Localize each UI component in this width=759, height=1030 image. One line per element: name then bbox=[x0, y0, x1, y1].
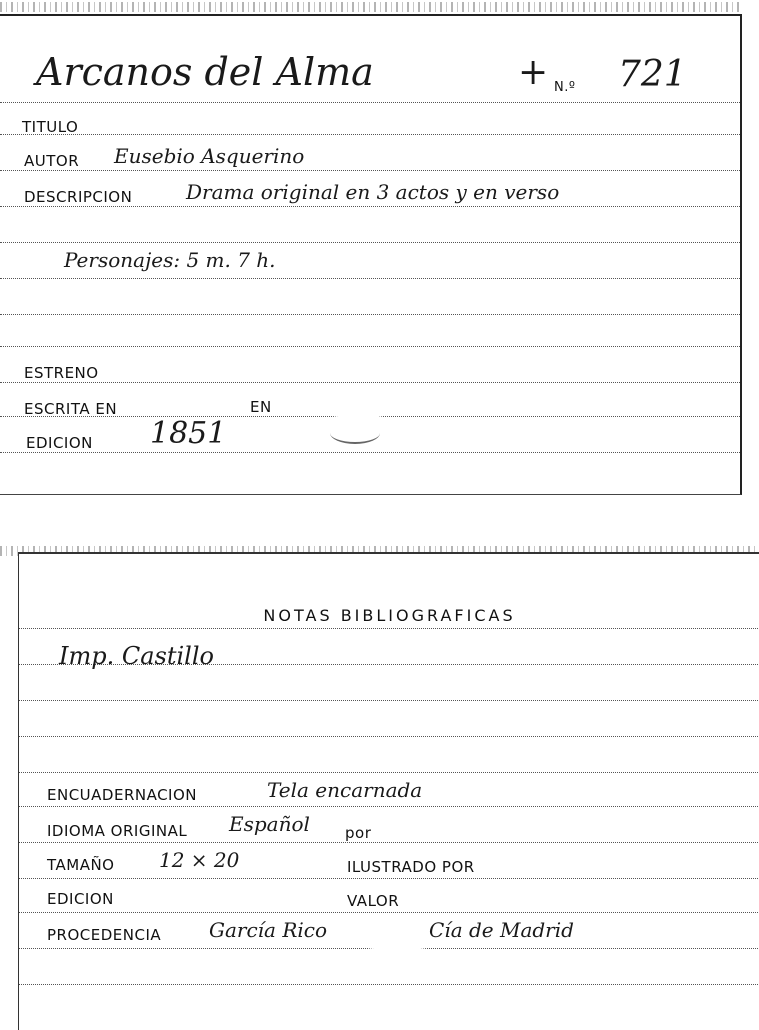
rule-line bbox=[0, 278, 740, 279]
rule-line bbox=[19, 984, 759, 985]
cross-mark: + bbox=[518, 52, 549, 93]
ilustrado-label: ILUSTRADO POR bbox=[347, 858, 475, 876]
rule-line bbox=[19, 736, 759, 737]
rule-line bbox=[0, 242, 740, 243]
autor-label: AUTOR bbox=[24, 152, 80, 170]
tamano-label: TAMAÑO bbox=[47, 856, 115, 874]
idioma-value: Español bbox=[229, 812, 310, 836]
paper-stain bbox=[365, 916, 429, 972]
rule-line bbox=[0, 314, 740, 315]
rule-line bbox=[19, 700, 759, 701]
scan-noise-top bbox=[0, 2, 740, 12]
por-label: por bbox=[345, 824, 372, 842]
number-label: N.º bbox=[554, 80, 576, 95]
titulo-label: TITULO bbox=[22, 118, 79, 136]
rule-line bbox=[0, 382, 740, 383]
idioma-label: IDIOMA ORIGINAL bbox=[47, 822, 188, 840]
personajes-value: Personajes: 5 m. 7 h. bbox=[64, 248, 276, 272]
rule-line bbox=[0, 452, 740, 453]
rule-line bbox=[0, 170, 740, 171]
rule-line bbox=[0, 346, 740, 347]
escrita-en-label: ESCRITA EN bbox=[24, 400, 118, 418]
title-value: Arcanos del Alma bbox=[36, 50, 374, 94]
edicion-label-notes: EDICION bbox=[47, 890, 114, 908]
encuadernacion-value: Tela encarnada bbox=[267, 778, 423, 802]
number-value: 721 bbox=[618, 54, 687, 95]
paper-stain-edge bbox=[330, 422, 380, 444]
edicion-value: 1851 bbox=[150, 416, 227, 451]
estreno-label: ESTRENO bbox=[24, 364, 99, 382]
valor-label: VALOR bbox=[347, 892, 400, 910]
rule-line bbox=[19, 878, 759, 879]
en-label: EN bbox=[250, 398, 272, 416]
catalog-card-notes bbox=[18, 552, 759, 1030]
procedencia-value-continued: Cía de Madrid bbox=[429, 918, 574, 942]
rule-line bbox=[0, 102, 740, 103]
rule-line bbox=[19, 912, 759, 913]
catalog-card-title bbox=[0, 14, 742, 495]
notas-heading: NOTAS BIBLIOGRAFICAS bbox=[263, 606, 516, 625]
descripcion-value: Drama original en 3 actos y en verso bbox=[186, 180, 560, 204]
notas-value: Imp. Castillo bbox=[59, 642, 214, 670]
rule-line bbox=[19, 806, 759, 807]
autor-value: Eusebio Asquerino bbox=[114, 144, 305, 168]
procedencia-label: PROCEDENCIA bbox=[47, 926, 162, 944]
procedencia-value: García Rico bbox=[209, 918, 328, 942]
rule-line bbox=[0, 206, 740, 207]
rule-line bbox=[19, 628, 759, 629]
rule-line bbox=[19, 842, 759, 843]
rule-line bbox=[19, 772, 759, 773]
descripcion-label: DESCRIPCION bbox=[24, 188, 133, 206]
edicion-label: EDICION bbox=[26, 434, 93, 452]
rule-line bbox=[0, 134, 740, 135]
encuadernacion-label: ENCUADERNACION bbox=[47, 786, 198, 804]
tamano-value: 12 × 20 bbox=[159, 848, 240, 872]
